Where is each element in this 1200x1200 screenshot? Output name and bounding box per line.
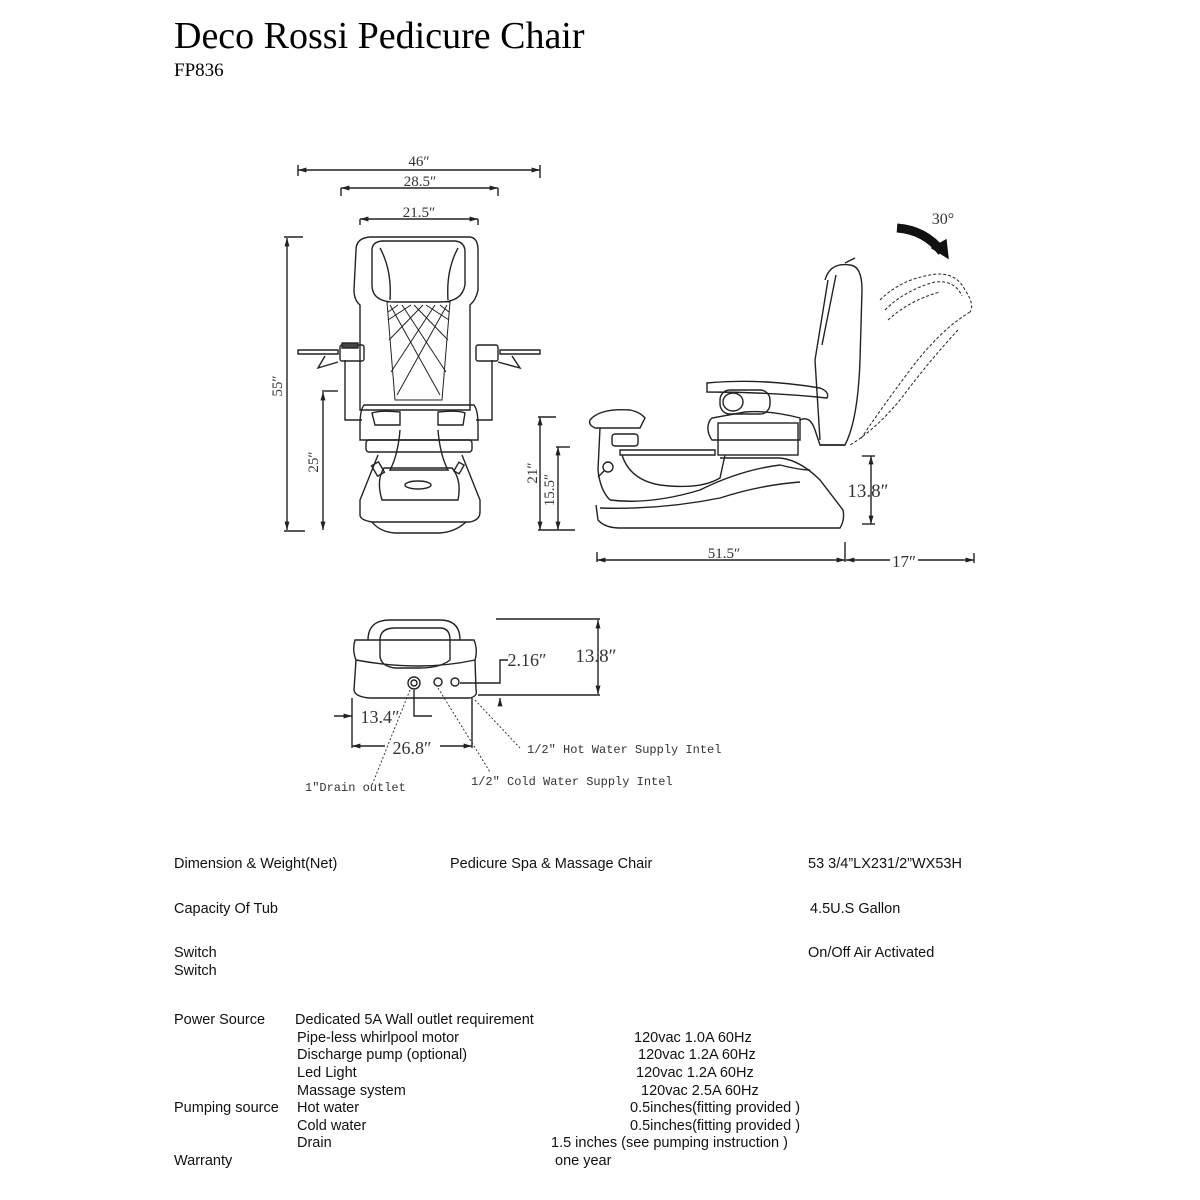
dim-28-5: 28.5″ <box>403 174 437 190</box>
dimension-height-15-5 <box>556 447 570 530</box>
dim-30-degrees: 30° <box>931 211 955 228</box>
spec-power-item: Discharge pump (optional) <box>297 1047 468 1063</box>
document-title: Deco Rossi Pedicure Chair <box>174 15 585 57</box>
callout-hot-water: 1/2″ Hot Water Supply Intel <box>527 743 722 757</box>
dimension-inlet-offset <box>460 660 508 703</box>
spec-power-value: 120vac 1.0A 60Hz <box>634 1030 752 1046</box>
spec-warranty-value: one year <box>555 1153 612 1169</box>
spec-pumping-item: Hot water <box>297 1100 360 1116</box>
spec-warranty-label: Warranty <box>174 1153 233 1169</box>
spec-dimension-label: Dimension & Weight(Net) <box>174 856 338 872</box>
dim-55: 55″ <box>270 375 286 397</box>
dimension-overall-height <box>284 237 305 531</box>
spec-pumping-value: 0.5inches(fitting provided ) <box>630 1118 801 1134</box>
spec-power-label: Power Source <box>174 1012 266 1028</box>
dim-13-8-side: 13.8″ <box>847 481 889 502</box>
spec-pumping-label: Pumping source <box>174 1100 279 1116</box>
dim-21: 21″ <box>525 462 541 484</box>
spec-pumping-value: 1.5 inches (see pumping instruction ) <box>551 1135 788 1151</box>
dim-26-8: 26.8″ <box>392 738 432 758</box>
spec-capacity-value: 4.5U.S Gallon <box>810 901 901 917</box>
dim-51-5: 51.5″ <box>707 546 741 562</box>
dim-25: 25″ <box>306 451 322 473</box>
spec-switch-value: On/Off Air Activated <box>808 945 935 961</box>
spec-pumping-value: 0.5inches(fitting provided ) <box>630 1100 801 1116</box>
dimension-height-21 <box>538 417 575 530</box>
spec-power-value: 120vac 1.2A 60Hz <box>636 1065 754 1081</box>
rear-view <box>334 619 600 785</box>
callout-cold-water: 1/2″ Cold Water Supply Intel <box>471 775 673 789</box>
dim-21-5: 21.5″ <box>402 205 436 221</box>
dim-13-4: 13.4″ <box>360 707 400 727</box>
spec-power-value: 120vac 2.5A 60Hz <box>641 1083 759 1099</box>
side-view <box>538 228 974 563</box>
dim-17: 17″ <box>891 552 917 571</box>
callout-drain: 1″Drain outlet <box>305 781 406 795</box>
dim-46: 46″ <box>408 154 430 170</box>
spec-switch-label: Switch <box>174 945 217 961</box>
spec-power-requirement: Dedicated 5A Wall outlet requirement <box>295 1012 534 1028</box>
spec-power-item: Pipe-less whirlpool motor <box>297 1030 459 1046</box>
dim-15-5: 15.5″ <box>542 473 558 507</box>
spec-dimension-value: 53 3/4”LX231/2”WX53H <box>808 856 962 872</box>
dim-2-16: 2.16″ <box>507 650 547 670</box>
spec-pumping-item: Drain <box>297 1135 332 1151</box>
spec-switch-label-2: Switch <box>174 963 217 979</box>
spec-pumping-item: Cold water <box>297 1118 367 1134</box>
spec-dimension-desc: Pedicure Spa & Massage Chair <box>450 856 653 872</box>
spec-power-item: Massage system <box>297 1083 406 1099</box>
dimension-seat-height <box>322 391 338 530</box>
model-number: FP836 <box>174 60 224 81</box>
spec-power-item: Led Light <box>297 1065 357 1081</box>
dim-13-8-rear: 13.8″ <box>575 646 617 667</box>
spec-capacity-label: Capacity Of Tub <box>174 901 278 917</box>
spec-power-value: 120vac 1.2A 60Hz <box>638 1047 756 1063</box>
